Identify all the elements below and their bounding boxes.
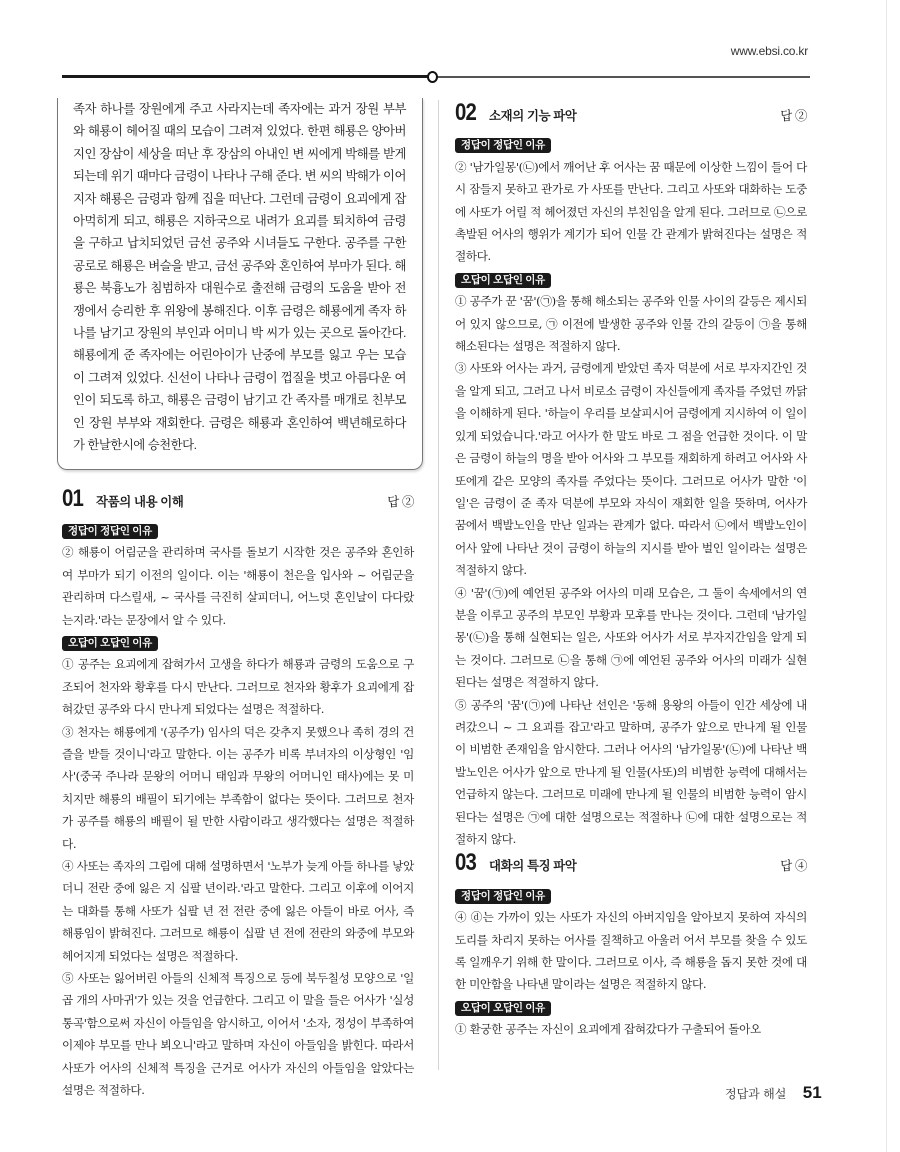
question-header (455, 850, 807, 877)
question-header (455, 100, 807, 127)
explanation-paragraph: ③ 사또와 어사는 과거, 금령에게 받았던 족자 덕분에 서로 부자지간인 것을 알게 되고, 그러고 나서 비로소 금령이 자신들에게 족자를 주었던 까닭을 이해하게 된다. '하늘이 우리를 보살피시어 금령에게 지시하여 이 일이 있게 되었습니다.'라고 어사가 한 말도 바로 그 점을 언급한 것이다. 이 말은 금령이 하늘의 명을 받아 어사와 그 부모를 재회하게 하려고 어사와 사또에게 같은 모양의 족자를 주었다는 뜻이다. 그러므로 어사가 말한 '이 일'은 금령이 준 족자 덕분에 부모와 자식이 재회한 일을 뜻하며, 어사가 꿈에서 백발노인을 만난 일과는 관계가 없다. 따라서 ㉡에서 백발노인이 어사 앞에 나타난 것이 금령이 하늘의 지시를 받아 벌인 일이라는 설명은 적절하지 않다. (455, 361, 807, 578)
explanation-paragraph: ⑤ 사또는 잃어버린 아들의 신체적 특징으로 등에 북두칠성 모양으로 '일곱 개의 사마귀'가 있는 것을 언급한다. 그리고 이 말을 들은 어사가 '실성통곡'함으로써 자신이 아들임을 암시하고, 이어서 '소자, 정성이 부족하여 이제야 부모를 만나 뵈오니'라고 말하며 자신이 아들임을 밝힌다. 따라서 사또가 어사의 신체적 특징을 근거로 어사가 자신의 아들임을 알았다는 설명은 적절하다. (62, 971, 414, 1098)
wrong-reason-badge: 오답이 오답인 이유 (455, 273, 551, 288)
question-answer: 답 ② (387, 494, 414, 509)
header-rule-left (62, 75, 434, 78)
question-number: 02 (455, 99, 476, 126)
explanation-paragraph: ② 해룡이 어림군을 관리하며 국사를 돌보기 시작한 것은 공주와 혼인하여 부마가 되기 이전의 일이다. 이는 '해룡이 천은을 입사와 ~ 어림군을 관리하며 다스릴새, ~ 국사를 극진히 살피더니, 어느덧 혼인날이 다다랐는지라.'라는 문장에서 알 수 있다. (62, 545, 414, 627)
question-number: 01 (62, 484, 83, 512)
explanation-paragraph: ② '남가일몽'(㉡)에서 깨어난 후 어사는 꿈 때문에 이상한 느낌이 들어 다시 잠들지 못하고 관가로 가 사또를 만난다. 그리고 사또와 대화하는 도중에 사또가 어릴 적 헤어졌던 자신의 부친임을 알게 된다. 그러므로 ㉡으로 촉발된 어사의 행위가 계기가 되어 인물 간 관계가 밝혀진다는 설명은 적절하다. (455, 159, 807, 264)
question-answer: 답 ④ (780, 859, 807, 874)
site-url: www.ebsi.co.kr (730, 44, 808, 58)
question-title: 작품의 내용 이해 (96, 494, 184, 509)
explanation-paragraph: ④ 사또는 족자의 그림에 대해 설명하면서 '노부가 늦게 아들 하나를 낳았더니 전란 중에 잃은 지 십팔 년이라.'라고 말한다. 그리고 이후에 이어지는 대화를 통해 사또가 십팔 년 전 전란 중에 잃은 아들이 바로 어사, 즉 해룡임이 밝혀진다. 그러므로 해룡이 십팔 년 전에 전란의 와중에 부모와 헤어지게 되었다는 설명은 적절하다. (62, 859, 414, 963)
explanation-paragraph: ① 공주가 꾼 '꿈'(㉠)을 통해 해소되는 공주와 인물 사이의 갈등은 제시되어 있지 않으므로, ㉠ 이전에 발생한 공주와 인물 간의 갈등이 ㉠을 통해 해소된다는 설명은 적절하지 않다. (455, 294, 807, 354)
left-column (62, 98, 414, 1101)
explanation-paragraph: ③ 천자는 해룡에게 '(공주가) 임사의 덕은 갖추지 못했으나 족히 경의 건즐을 받들 것이니'라고 말한다. 이는 공주가 비록 부녀자의 이상형인 '임사'(중국 주나라 문왕의 어머니 태임과 무왕의 어머니인 태사)에는 못 미치지만 해룡의 배필이 되기에는 부족함이 없다는 뜻이다. 그러므로 천자가 공주를 해룡의 배필이 될 만한 사람이라고 생각했다는 설명은 적절하다. (62, 724, 414, 851)
explanation-paragraph: ④ '꿈'(㉠)에 예언된 공주와 어사의 미래 모습은, 그 둘이 속세에서의 연분을 이루고 공주의 부모인 부황과 모후를 만나는 것이다. 그런데 '남가일몽'(㉡)을 통해 실현되는 일은, 사또와 어사가 서로 부자지간임을 알게 되는 것이다. 그러므로 ㉡을 통해 ㉠에 예언된 공주와 어사의 미래가 실현된다는 설명은 적절하지 않다. (455, 585, 807, 690)
question-number: 03 (455, 849, 476, 877)
question-03 (455, 850, 807, 1040)
wrong-reason-badge: 오답이 오답인 이유 (455, 1001, 551, 1016)
page-number: 51 (802, 1083, 822, 1102)
question-02 (455, 100, 807, 850)
question-answer: 답 ② (780, 109, 807, 123)
explanation-paragraph: ① 환궁한 공주는 자신이 요괴에게 잡혀갔다가 구출되어 돌아오 (455, 1022, 761, 1037)
explanation-paragraph: ① 공주는 요괴에게 잡혀가서 고생을 하다가 해룡과 금령의 도움으로 구조되어 천자와 황후를 다시 만난다. 그러므로 천자와 황후가 요괴에게 잡혀갔던 공주와 다시 만나게 되었다는 설명은 적절하다. (62, 657, 414, 717)
wrong-reason-badge: 오답이 오답인 이유 (62, 636, 158, 651)
question-01 (62, 486, 414, 1102)
question-title: 대화의 특징 파악 (489, 859, 577, 874)
header-rule-dot-icon (427, 71, 438, 83)
correct-reason-badge: 정답이 정답인 이유 (455, 138, 551, 153)
header-rule-right (436, 76, 810, 78)
page-edge (886, 0, 887, 1152)
explanation-paragraph: ⑤ 공주의 '꿈'(㉠)에 나타난 선인은 '동해 용왕의 아들이 인간 세상에 내려갔으니 ~ 그 요괴를 잡고'라고 말하며, 공주가 앞으로 만나게 될 인물이 비범한 존재임을 암시한다. 그러나 어사의 '남가일몽'(㉡)에 나타난 백발노인은 어사가 앞으로 만나게 될 인물(사또)의 비범한 능력에 대해서는 언급하지 않는다. 그러므로 미래에 만나게 될 인물의 비범한 능력이 암시된다는 설명은 ㉠에 대한 설명으로는 적절하나 ㉡에 대한 설명으로는 적절하지 않다. (455, 697, 807, 846)
explanation-paragraph: ④ ⓓ는 가까이 있는 사또가 자신의 아버지임을 알아보지 못하여 자식의 도리를 차리지 못하는 어사를 질책하고 아울러 어서 부모를 찾을 수 있도록 일깨우기 위해 한 말이다. 그러므로 이사, 즉 해룡을 돕지 못한 것에 대한 미안함을 나타낸 말이라는 설명은 적절하지 않다. (455, 910, 807, 992)
column-divider (438, 100, 439, 1070)
footer-section-label: 정답과 해설 (725, 1087, 787, 1101)
page-footer (725, 1083, 822, 1103)
plot-summary-text: 족자 하나를 장원에게 주고 사라지는데 족자에는 과거 장원 부부와 해룡이 헤어질 때의 모습이 그려져 있었다. 한편 해룡은 양아버지인 장삼이 세상을 떠난 후 장삼의 아내인 변 씨에게 박해를 받게 되는데 위기 때마다 금령이 나타나 구해 준다. 변 씨의 박해가 이어지자 해룡은 금령과 함께 집을 떠난다. 그런데 금령이 요괴에게 잡아먹히게 되고, 해룡은 지하국으로 내려가 요괴를 퇴치하여 금령을 구하고 납치되었던 금선 공주와 시녀들도 구한다. 공주를 구한 공로로 해룡은 벼슬을 받고, 금선 공주와 혼인하여 부마가 된다. 해룡은 북흉노가 침범하자 대원수로 출전해 금령의 도움을 받아 전쟁에서 승리한 후 위왕에 봉해진다. 이후 금령은 해룡에게 족자 하나를 남기고 장원의 부인과 어미니 박 씨가 있는 곳으로 돌아간다. 해룡에게 준 족자에는 어린아이가 난중에 부모를 잃고 우는 모습이 그려져 있었다. 신선이 나타나 금령이 껍질을 벗고 아름다운 여인이 되도록 하고, 해룡은 금령이 남기고 간 족자를 매개로 친부모인 장원 부부와 재회한다. 금령은 해룡과 혼인하여 백년해로하다가 한날한시에 승천한다. (73, 102, 406, 453)
plot-summary-box (57, 98, 423, 470)
correct-reason-badge: 정답이 정답인 이유 (455, 889, 551, 904)
right-column (455, 100, 807, 1041)
question-title: 소재의 기능 파악 (489, 109, 577, 123)
correct-reason-badge: 정답이 정답인 이유 (62, 524, 158, 539)
question-header (62, 486, 414, 513)
